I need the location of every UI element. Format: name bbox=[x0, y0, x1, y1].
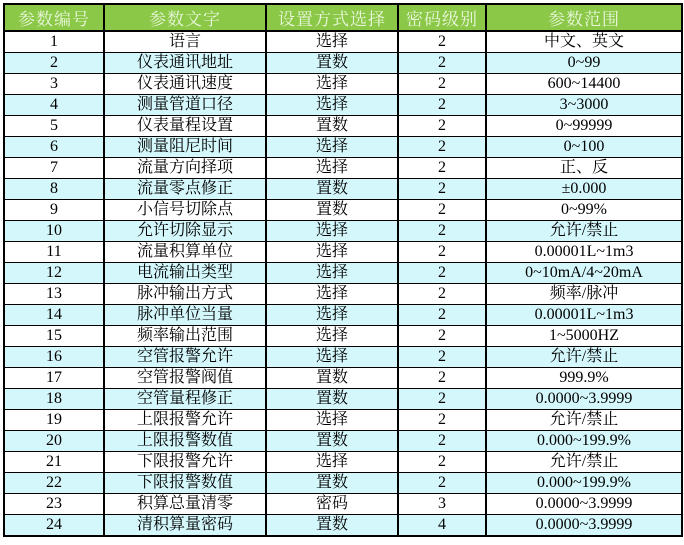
cell-param-text: 小信号切除点 bbox=[104, 200, 266, 221]
cell-param-no: 5 bbox=[4, 116, 104, 137]
cell-param-text: 空管量程修正 bbox=[104, 389, 266, 410]
cell-param-text: 频率输出范围 bbox=[104, 326, 266, 347]
cell-param-no: 19 bbox=[4, 410, 104, 431]
table-row bbox=[4, 31, 682, 53]
cell-password-level: 2 bbox=[398, 305, 486, 326]
table-row bbox=[4, 263, 682, 284]
cell-param-text: 允许切除显示 bbox=[104, 221, 266, 242]
cell-param-no: 11 bbox=[4, 242, 104, 263]
column-header-param-range: 参数范围 bbox=[486, 4, 682, 31]
cell-param-range: 0.00001L~1m3 bbox=[486, 242, 682, 263]
cell-param-no: 3 bbox=[4, 74, 104, 95]
table-row bbox=[4, 221, 682, 242]
cell-password-level: 2 bbox=[398, 242, 486, 263]
cell-param-range: 0~100 bbox=[486, 137, 682, 158]
cell-param-range: 0.0000~3.9999 bbox=[486, 494, 682, 515]
cell-password-level: 2 bbox=[398, 326, 486, 347]
table-row bbox=[4, 410, 682, 431]
cell-param-range: 0.000~199.9% bbox=[486, 473, 682, 494]
cell-setting-method: 选择 bbox=[266, 263, 398, 284]
parameter-table bbox=[3, 3, 683, 537]
table-row bbox=[4, 53, 682, 74]
cell-param-text: 上限报警数值 bbox=[104, 431, 266, 452]
cell-param-text: 流量积算单位 bbox=[104, 242, 266, 263]
cell-password-level: 2 bbox=[398, 284, 486, 305]
cell-param-text: 脉冲单位当量 bbox=[104, 305, 266, 326]
table-row bbox=[4, 284, 682, 305]
cell-param-text: 流量零点修正 bbox=[104, 179, 266, 200]
cell-setting-method: 置数 bbox=[266, 389, 398, 410]
cell-param-no: 6 bbox=[4, 137, 104, 158]
cell-param-range: 允许/禁止 bbox=[486, 221, 682, 242]
cell-password-level: 2 bbox=[398, 53, 486, 74]
cell-setting-method: 选择 bbox=[266, 347, 398, 368]
cell-param-range: 正、反 bbox=[486, 158, 682, 179]
cell-param-no: 15 bbox=[4, 326, 104, 347]
cell-param-range: 600~14400 bbox=[486, 74, 682, 95]
cell-param-no: 1 bbox=[4, 31, 104, 53]
cell-param-text: 下限报警数值 bbox=[104, 473, 266, 494]
table-row bbox=[4, 431, 682, 452]
cell-param-range: 0.0000~3.9999 bbox=[486, 389, 682, 410]
cell-param-no: 13 bbox=[4, 284, 104, 305]
cell-setting-method: 置数 bbox=[266, 515, 398, 537]
cell-param-no: 10 bbox=[4, 221, 104, 242]
table-row bbox=[4, 116, 682, 137]
cell-param-text: 空管报警允许 bbox=[104, 347, 266, 368]
table-row bbox=[4, 200, 682, 221]
cell-setting-method: 置数 bbox=[266, 116, 398, 137]
cell-setting-method: 选择 bbox=[266, 31, 398, 53]
cell-param-text: 仪表量程设置 bbox=[104, 116, 266, 137]
cell-param-range: 允许/禁止 bbox=[486, 347, 682, 368]
cell-password-level: 2 bbox=[398, 368, 486, 389]
cell-param-range: 允许/禁止 bbox=[486, 410, 682, 431]
table-row bbox=[4, 305, 682, 326]
table-row bbox=[4, 179, 682, 200]
cell-param-text: 清积算量密码 bbox=[104, 515, 266, 537]
cell-param-no: 4 bbox=[4, 95, 104, 116]
cell-param-no: 18 bbox=[4, 389, 104, 410]
cell-param-text: 语言 bbox=[104, 31, 266, 53]
table-row bbox=[4, 452, 682, 473]
cell-setting-method: 选择 bbox=[266, 95, 398, 116]
cell-setting-method: 选择 bbox=[266, 326, 398, 347]
cell-setting-method: 密码 bbox=[266, 494, 398, 515]
cell-password-level: 2 bbox=[398, 200, 486, 221]
table-row bbox=[4, 158, 682, 179]
cell-password-level: 2 bbox=[398, 452, 486, 473]
table-row bbox=[4, 515, 682, 537]
cell-password-level: 2 bbox=[398, 95, 486, 116]
table-row bbox=[4, 347, 682, 368]
table-row bbox=[4, 494, 682, 515]
cell-password-level: 2 bbox=[398, 431, 486, 452]
cell-param-range: 0.00001L~1m3 bbox=[486, 305, 682, 326]
table-row bbox=[4, 95, 682, 116]
cell-password-level: 2 bbox=[398, 158, 486, 179]
cell-param-text: 电流输出类型 bbox=[104, 263, 266, 284]
cell-param-range: 0~99 bbox=[486, 53, 682, 74]
cell-setting-method: 置数 bbox=[266, 473, 398, 494]
cell-password-level: 3 bbox=[398, 494, 486, 515]
cell-param-no: 20 bbox=[4, 431, 104, 452]
cell-param-text: 测量管道口径 bbox=[104, 95, 266, 116]
cell-param-range: 0.000~199.9% bbox=[486, 431, 682, 452]
cell-param-range: 中文、英文 bbox=[486, 31, 682, 53]
column-header-param-no: 参数编号 bbox=[4, 4, 104, 31]
cell-setting-method: 置数 bbox=[266, 368, 398, 389]
cell-password-level: 2 bbox=[398, 116, 486, 137]
cell-password-level: 2 bbox=[398, 137, 486, 158]
cell-param-no: 21 bbox=[4, 452, 104, 473]
header-row bbox=[4, 4, 682, 31]
cell-param-text: 上限报警允许 bbox=[104, 410, 266, 431]
cell-param-no: 16 bbox=[4, 347, 104, 368]
cell-password-level: 2 bbox=[398, 221, 486, 242]
cell-param-range: 3~3000 bbox=[486, 95, 682, 116]
cell-param-range: 0.0000~3.9999 bbox=[486, 515, 682, 537]
cell-password-level: 2 bbox=[398, 74, 486, 95]
cell-password-level: 2 bbox=[398, 31, 486, 53]
cell-param-no: 8 bbox=[4, 179, 104, 200]
cell-password-level: 2 bbox=[398, 389, 486, 410]
cell-param-no: 9 bbox=[4, 200, 104, 221]
cell-setting-method: 选择 bbox=[266, 410, 398, 431]
column-header-setting-method: 设置方式选择 bbox=[266, 4, 398, 31]
cell-setting-method: 置数 bbox=[266, 200, 398, 221]
cell-param-text: 积算总量清零 bbox=[104, 494, 266, 515]
cell-param-no: 7 bbox=[4, 158, 104, 179]
cell-param-range: 频率/脉冲 bbox=[486, 284, 682, 305]
parameter-table-body bbox=[4, 31, 682, 536]
cell-param-range: 0~10mA/4~20mA bbox=[486, 263, 682, 284]
cell-password-level: 2 bbox=[398, 410, 486, 431]
cell-password-level: 4 bbox=[398, 515, 486, 537]
cell-password-level: 2 bbox=[398, 263, 486, 284]
table-row bbox=[4, 368, 682, 389]
cell-param-no: 22 bbox=[4, 473, 104, 494]
cell-setting-method: 选择 bbox=[266, 158, 398, 179]
cell-setting-method: 置数 bbox=[266, 53, 398, 74]
cell-setting-method: 选择 bbox=[266, 452, 398, 473]
cell-param-no: 14 bbox=[4, 305, 104, 326]
cell-param-text: 下限报警允许 bbox=[104, 452, 266, 473]
cell-setting-method: 置数 bbox=[266, 179, 398, 200]
cell-param-text: 测量阻尼时间 bbox=[104, 137, 266, 158]
parameter-table-container bbox=[3, 3, 683, 537]
cell-password-level: 2 bbox=[398, 473, 486, 494]
cell-param-text: 脉冲输出方式 bbox=[104, 284, 266, 305]
cell-param-text: 仪表通讯地址 bbox=[104, 53, 266, 74]
cell-param-no: 12 bbox=[4, 263, 104, 284]
cell-setting-method: 选择 bbox=[266, 305, 398, 326]
table-row bbox=[4, 473, 682, 494]
cell-param-no: 23 bbox=[4, 494, 104, 515]
cell-param-text: 空管报警阀值 bbox=[104, 368, 266, 389]
cell-setting-method: 选择 bbox=[266, 284, 398, 305]
cell-param-no: 24 bbox=[4, 515, 104, 537]
cell-setting-method: 选择 bbox=[266, 74, 398, 95]
cell-param-range: 允许/禁止 bbox=[486, 452, 682, 473]
cell-param-no: 17 bbox=[4, 368, 104, 389]
cell-setting-method: 置数 bbox=[266, 431, 398, 452]
column-header-password-level: 密码级别 bbox=[398, 4, 486, 31]
cell-param-range: 999.9% bbox=[486, 368, 682, 389]
cell-param-range: 0~99% bbox=[486, 200, 682, 221]
table-row bbox=[4, 389, 682, 410]
cell-param-range: 1~5000HZ bbox=[486, 326, 682, 347]
cell-param-no: 2 bbox=[4, 53, 104, 74]
cell-param-text: 流量方向择项 bbox=[104, 158, 266, 179]
cell-setting-method: 选择 bbox=[266, 242, 398, 263]
cell-password-level: 2 bbox=[398, 347, 486, 368]
table-row bbox=[4, 242, 682, 263]
table-row bbox=[4, 326, 682, 347]
cell-param-range: 0~99999 bbox=[486, 116, 682, 137]
column-header-param-text: 参数文字 bbox=[104, 4, 266, 31]
cell-password-level: 2 bbox=[398, 179, 486, 200]
table-row bbox=[4, 137, 682, 158]
cell-param-text: 仪表通讯速度 bbox=[104, 74, 266, 95]
cell-setting-method: 选择 bbox=[266, 137, 398, 158]
table-row bbox=[4, 74, 682, 95]
cell-param-range: ±0.000 bbox=[486, 179, 682, 200]
cell-setting-method: 选择 bbox=[266, 221, 398, 242]
